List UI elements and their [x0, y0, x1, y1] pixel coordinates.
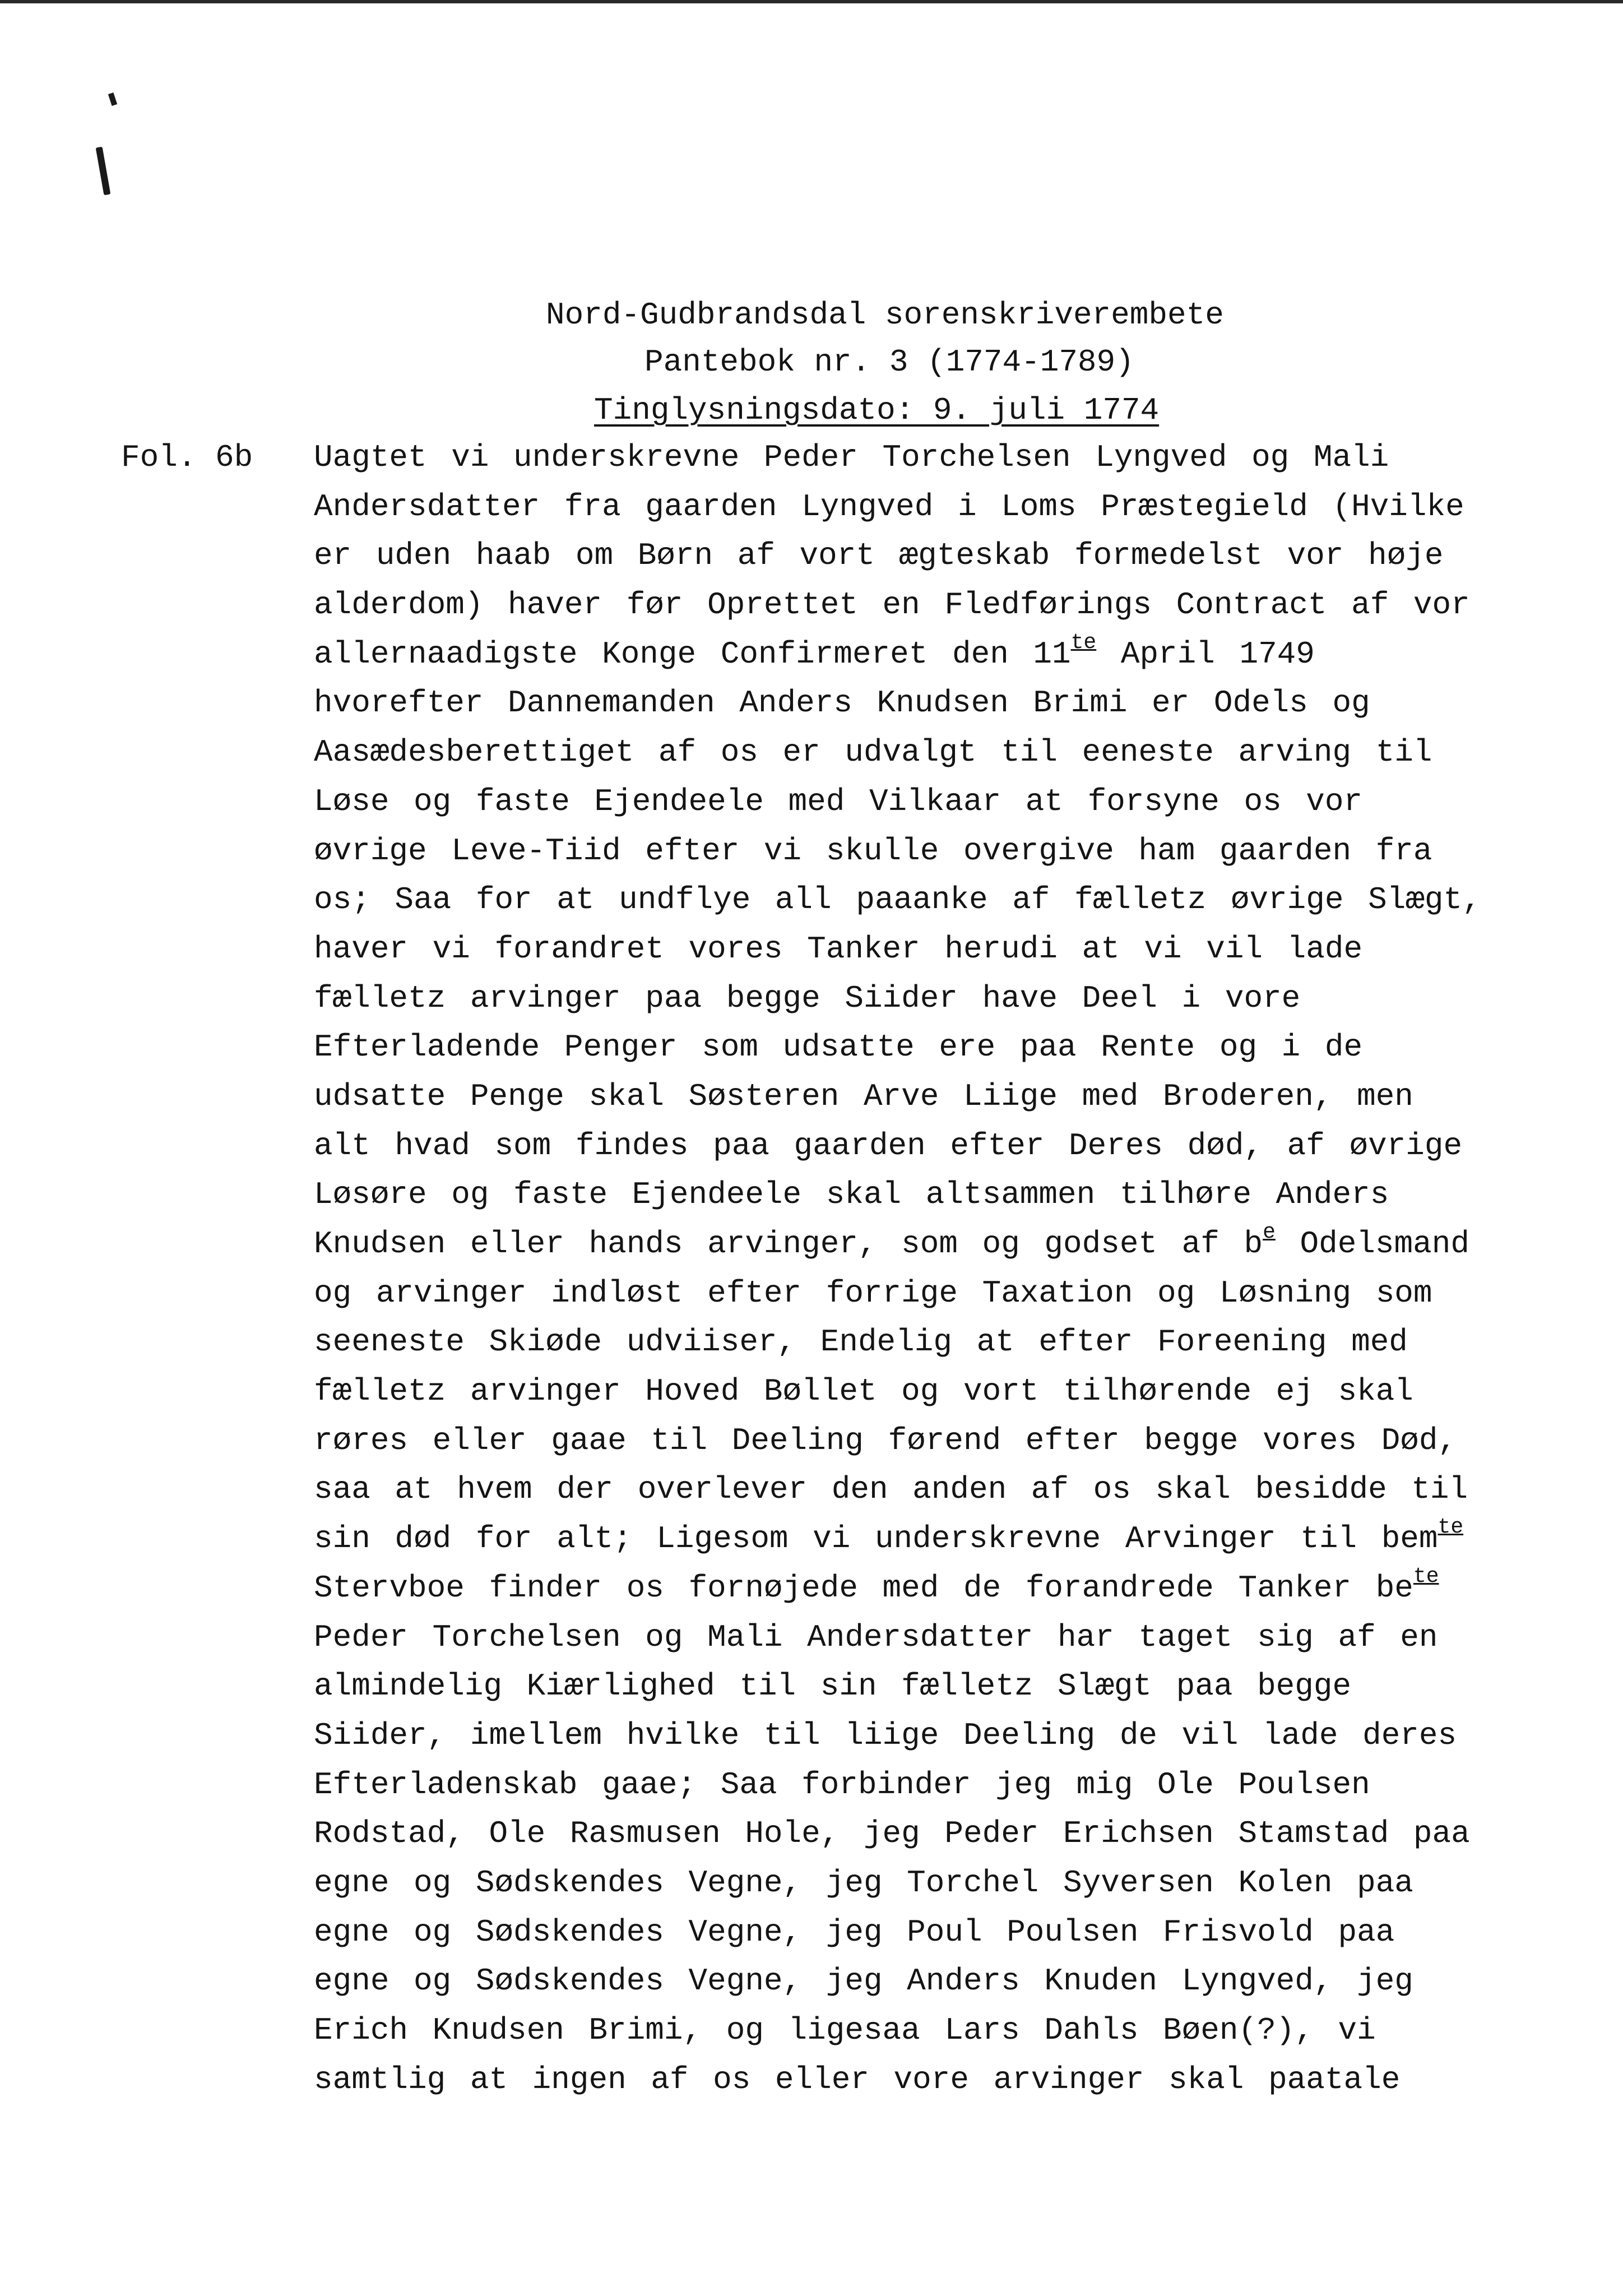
line-text: Efterladende Penger som udsatte ere paa Rente og i de: [314, 1029, 1363, 1066]
line-text: egne og Sødskendes Vegne, jeg Anders Knuden Lyngved, jeg: [314, 1963, 1413, 1999]
text-line: [314, 1761, 1491, 1811]
folio-reference: Fol. 6b: [121, 439, 253, 475]
text-line: [314, 1712, 1491, 1761]
text-line: [314, 1122, 1491, 1172]
registration-date: Tinglysningsdato: 9. juli 1774: [594, 392, 1160, 428]
text-line: [314, 1073, 1491, 1122]
text-line: [314, 1466, 1491, 1515]
text-line: [314, 1614, 1491, 1663]
text-line: [314, 483, 1491, 533]
line-text: almindelig Kiærlighed til sin fælletz Slægt paa begge: [314, 1668, 1352, 1705]
text-line: [314, 1663, 1491, 1712]
top-border-line: [0, 0, 1623, 3]
text-line: [314, 1859, 1491, 1909]
line-text: Siider, imellem hvilke til liige Deeling de vil lade deres: [314, 1717, 1457, 1753]
line-text: alt hvad som findes paa gaarden efter Deres død, af øvrige: [314, 1127, 1463, 1164]
line-text: er uden haab om Børn af vort ægteskab formedelst vor høje: [314, 538, 1444, 574]
text-line: [314, 778, 1491, 827]
line-text: Erich Knudsen Brimi, og ligesaa Lars Dahls Bøen(?), vi: [314, 2012, 1376, 2048]
line-text: udsatte Penge skal Søsteren Arve Liige med Broderen, men: [314, 1078, 1413, 1114]
text-line: [314, 1909, 1491, 1958]
line-text: saa at hvem der overlever den anden af os skal besidde til: [314, 1471, 1468, 1508]
text-line: [314, 1270, 1491, 1319]
line-text: alderdom) haver før Oprettet en Fledførings Contract af vor: [314, 587, 1470, 623]
line-text-continued: April 1749: [1096, 636, 1315, 672]
superscript-abbreviation: te: [1070, 631, 1097, 655]
scan-mark: [96, 147, 111, 196]
line-text: allernaadigste Konge Confirmeret den 11: [314, 636, 1071, 672]
book-title: Pantebok nr. 3 (1774-1789): [644, 344, 1134, 380]
line-text: egne og Sødskendes Vegne, jeg Torchel Syversen Kolen paa: [314, 1864, 1413, 1901]
text-line: [314, 729, 1491, 778]
text-line: [314, 1957, 1491, 2007]
line-text: fælletz arvinger paa begge Siider have Deel i vore: [314, 980, 1301, 1016]
line-text: seeneste Skiøde udviiser, Endelig at efter Foreening med: [314, 1324, 1408, 1360]
text-line: [314, 1220, 1491, 1270]
superscript-abbreviation: te: [1413, 1564, 1439, 1589]
text-line: [314, 1368, 1491, 1417]
line-text: Aasædesberettiget af os er udvalgt til eeneste arving til: [314, 734, 1432, 771]
scan-speck: [108, 92, 117, 106]
line-text: Stervboe finder os fornøjede med de forandrede Tanker be: [314, 1570, 1413, 1606]
line-text: øvrige Leve-Tiid efter vi skulle overgive ham gaarden fra: [314, 832, 1432, 869]
line-text: Løsøre og faste Ejendeele skal altsammen tilhøre Anders: [314, 1177, 1389, 1213]
line-text: sin død for alt; Ligesom vi underskrevne Arvinger til bem: [314, 1521, 1438, 1557]
line-text: hvorefter Dannemanden Anders Knudsen Brimi er Odels og: [314, 685, 1370, 721]
superscript-abbreviation: e: [1263, 1220, 1276, 1245]
line-text: røres eller gaae til Deeling førend efter begge vores Død,: [314, 1422, 1457, 1459]
line-text: fælletz arvinger Hoved Bøllet og vort tilhørende ej skal: [314, 1373, 1413, 1410]
text-line: [314, 1024, 1491, 1073]
text-line: [314, 581, 1491, 631]
text-line: [314, 1564, 1491, 1614]
text-line: [314, 876, 1491, 925]
line-text-continued: Odelsmand: [1275, 1226, 1469, 1262]
line-text: Rodstad, Ole Rasmusen Hole, jeg Peder Erichsen Stamstad paa: [314, 1816, 1470, 1852]
line-text: Andersdatter fra gaarden Lyngved i Loms Præstegield (Hvilke: [314, 488, 1464, 525]
text-line: [314, 975, 1491, 1024]
text-line: [314, 2007, 1491, 2056]
text-line: [314, 925, 1491, 975]
text-line: [314, 2056, 1491, 2105]
text-line: [314, 827, 1491, 877]
line-text: og arvinger indløst efter forrige Taxation og Løsning som: [314, 1275, 1432, 1311]
line-text: os; Saa for at undflye all paaanke af fælletz øvrige Slægt,: [314, 882, 1481, 918]
line-text: egne og Sødskendes Vegne, jeg Poul Poulsen Frisvold paa: [314, 1914, 1395, 1950]
line-text: Efterladenskab gaae; Saa forbinder jeg mig Ole Poulsen: [314, 1766, 1370, 1803]
line-text: haver vi forandret vores Tanker herudi at vi vil lade: [314, 931, 1363, 967]
text-line: [314, 1515, 1491, 1564]
line-text: samtlig at ingen af os eller vore arvinger skal paatale: [314, 2061, 1401, 2098]
line-text: Peder Torchelsen og Mali Andersdatter har taget sig af en: [314, 1619, 1438, 1655]
text-line: [314, 1417, 1491, 1466]
line-text: Knudsen eller hands arvinger, som og godset af b: [314, 1226, 1263, 1262]
text-line: [314, 1318, 1491, 1368]
line-text: Løse og faste Ejendeele med Vilkaar at forsyne os vor: [314, 783, 1363, 820]
text-line: [314, 631, 1491, 680]
transcription-body: [314, 434, 1491, 2105]
superscript-abbreviation: te: [1437, 1515, 1464, 1540]
text-line: [314, 1810, 1491, 1859]
text-line: [314, 532, 1491, 581]
line-text: Uagtet vi underskrevne Peder Torchelsen Lyngved og Mali: [314, 439, 1389, 475]
text-line: [314, 434, 1491, 483]
office-title: Nord-Gudbrandsdal sorenskriverembete: [546, 297, 1224, 333]
text-line: [314, 1171, 1491, 1220]
text-line: [314, 679, 1491, 729]
